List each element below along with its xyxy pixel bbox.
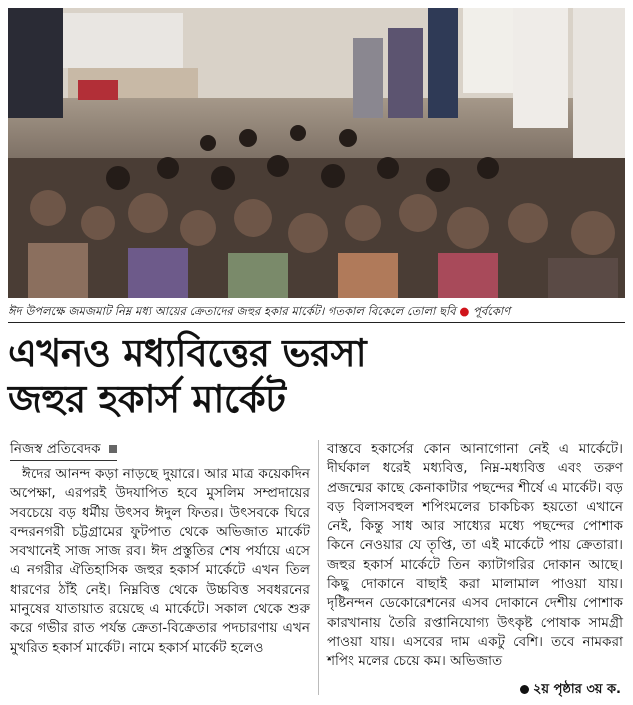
headline-line-2: জহুর হকার্স মার্কেট [8,377,286,421]
crowd-photo [8,8,625,298]
bullet-icon: ● [459,304,474,318]
photo-caption [8,300,625,323]
continued-on-page[interactable] [520,680,621,701]
article-column-left [10,440,310,658]
article-body-right: বাস্তবে হকার্সের কোন আনাগোনা নেই এ মার্কেটে। দীর্ঘকাল ধরেই মধ্যবিত্ত, নিম্ন-মধ্যবিত্ত এবং তরুণ প্রজন্মের কাছে কেনাকাটার পছন্দের শীর্ষে এ মার্কেট। বড় বড় বিলাসবহুল শপিংমলের চাকচিক্য হয়তো এখানে নেই, কিন্তু সাধ আর সাধ্যের মধ্যে পছন্দের পোশাক কিনে নেওয়ার যে তৃপ্তি, তা এই মার্কেটে পায় ক্রেতারা। জহুর হকার্স মার্কেটে তিন ক্যাটাগরির দোকান আছে। কিছু দোকানে বাছাই করা মালামাল পাওয়া যায়। দৃষ্টিনন্দন ডেকোরেশনের এসব দোকানে দেশীয় পোশাক কারখানায় তৈরি রপ্তানিযোগ্য উৎকৃষ্ট পোষাক সামগ্রী পাওয়া যায়। এসবের দাম একটু বেশি। তবে নামকরা শপিং মলের চেয়ে কম। অভিজাত [327,441,623,670]
bullet-icon [520,685,529,694]
headline [8,330,625,422]
byline-text: নিজস্ব প্রতিবেদক [10,441,101,457]
headline-line-1: এখনও মধ্যবিত্তের ভরসা [8,331,367,375]
byline [10,440,117,461]
square-icon [109,445,117,453]
article-body-left: ঈদের আনন্দ কড়া নাড়ছে দুয়ারে। আর মাত্র কয়েকদিন অপেক্ষা, এরপরই উদযাপিত হবে মুসলিম সম্প্রদায়ের সবচেয়ে বড় ধর্মীয় উৎসব ঈদুল ফিতর। উৎসবকে ঘিরে বন্দরনগরী চট্টগ্রামের ফুটপাত থেকে অভিজাত মার্কেট সবখানেই সাজ সাজ রব। ঈদ প্রস্তুতির শেষ পর্যায়ে এসে এ নগরীর ঐতিহাসিক জহুর হকার্স মার্কেটে এখন তিল ধারণের ঠাঁই নেই। নিম্নবিত্ত থেকে উচ্চবিত্ত সবধরনের মানুষের যাতায়াত রয়েছে এ মার্কেটে। সকাল থেকে শুরু করে গভীর রাত পর্যন্ত ক্রেতা-বিক্রেতার পদচারণায় এখন মুখরিত হকার্স মার্কেট। নামে হকার্স মার্কেট হলেও [10,466,310,656]
article-column-right [327,440,623,672]
caption-text: ঈদ উপলক্ষে জমজমাট নিম্ন মধ্য আয়ের ক্রেতাদের জহুর হকার মার্কেট। গতকাল বিকেলে তোলা ছবি [8,304,456,318]
column-divider [318,440,319,695]
continued-text: ২য় পৃষ্ঠার ৩য় ক. [532,682,621,697]
caption-source: পূর্বকোণ [473,304,511,318]
